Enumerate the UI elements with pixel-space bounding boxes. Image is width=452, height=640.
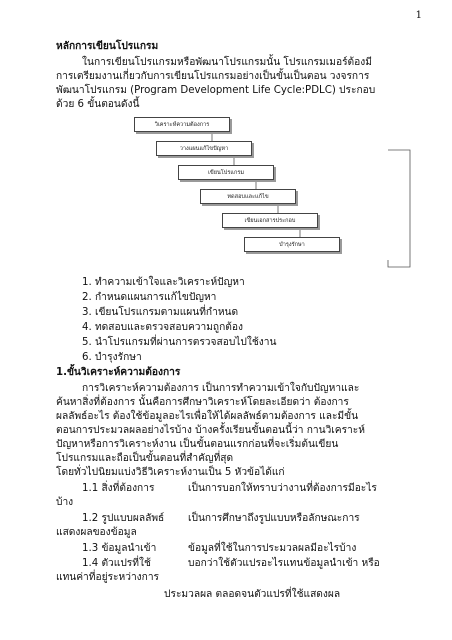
topic-desc: บอกว่าใช้ตัวแปรอะไรแทนข้อมูลนำเข้า หรือ [188, 558, 380, 569]
diagram-box-planning: วางแผนแก้ไขปัญหา [156, 141, 252, 156]
step-item: 3. เขียนโปรแกรมตามแผนที่กำหนด [82, 307, 239, 318]
section-title: 1.ขั้นวิเคราะห์ความต้องการ [56, 367, 181, 378]
topic-desc: เป็นการศึกษาถึงรูปแบบหรือลักษณะการ [188, 513, 360, 524]
topic-desc: ข้อมูลที่ใช้ในการประมวลผลมีอะไรบ้าง [188, 543, 357, 554]
section-line: การวิเคราะห์ความต้องการ เป็นการทำความเข้าใจกับปัญหาและ [82, 383, 360, 394]
topic-label: 1.3 ข้อมูลนำเข้า [82, 543, 157, 554]
page-heading: หลักการเขียนโปรแกรม [56, 41, 159, 52]
connector-return [388, 150, 410, 267]
section-line: ตอนการประมวลผลอย่างไรบ้าง บ้างครั้งเรียนขั้นตอนนี้ว่า กานวิเคราะห์ [56, 425, 365, 436]
section-line: ปัญหาหรือการวิเคราะห์งาน เป็นขั้นตอนแรกก่อนที่จะเริ่มต้นเขียน [56, 439, 339, 450]
topic-desc: เป็นการบอกให้ทราบว่างานที่ต้องการมีอะไร [188, 483, 377, 494]
section-line: โดยทั่วไปนิยมแบ่งวิธีวิเคราะห์งานเป็น 5 หัวข้อได้แก่ [56, 467, 285, 478]
step-item: 4. ทดสอบและตรวจสอบความถูกต้อง [82, 322, 243, 333]
section-line: โปรแกรมและถือเป็นขั้นตอนที่สำคัญที่สุด [56, 453, 234, 464]
topic-label: 1.4 ตัวแปรที่ใช้ [82, 558, 151, 569]
step-item: 2. กำหนดแผนการแก้ไขปัญหา [82, 292, 217, 303]
diagram-box-maintenance: บำรุงรักษา [244, 237, 340, 252]
step-item: 1. ทำความเข้าใจและวิเคราะห์ปัญหา [82, 277, 245, 288]
section-line: ค้นหาสิ่งที่ต้องการ นั้นคือการศึกษาวิเคราะห์โดยละเอียดว่า ต้องการ [56, 397, 349, 408]
diagram-box-testing: ทดสอบและแก้ไข [200, 189, 296, 204]
intro-line: ด้วย 6 ขั้นตอนดังนี้ [56, 99, 140, 110]
section-line: ผลลัพธ์อะไร ต้องใช้ข้อมูลอะไรเพื่อให้ได้ผลลัพธ์ตามต้องการ และมีขั้น [56, 411, 359, 422]
topic-cont: บ้าง [56, 497, 74, 508]
final-line: ประมวลผล ตลอดจนตัวแปรที่ใช้แสดงผล [164, 589, 341, 600]
step-item: 5. นำโปรแกรมที่ผ่านการตรวจสอบไปใช้งาน [82, 337, 277, 348]
diagram-box-coding: เขียนโปรแกรม [178, 165, 274, 180]
diagram-box-analysis: วิเคราะห์ความต้องการ [134, 117, 230, 132]
topic-cont: แทนค่าที่อยู่ระหว่างการ [56, 572, 160, 583]
diagram-box-documentation: เขียนเอกสารประกอบ [222, 213, 318, 228]
intro-line: ในการเขียนโปรแกรมหรือพัฒนาโปรแกรมนั้น โปรแกรมเมอร์ต้องมี [82, 57, 372, 68]
topic-cont: แสดงผลของข้อมูล [56, 527, 137, 538]
page-number: 1 [415, 10, 422, 21]
intro-line: พัฒนาโปรแกรม (Program Development Life Cycle:PDLC) ประกอบ [56, 85, 376, 96]
intro-line: การเตรียมงานเกี่ยวกับการเขียนโปรแกรมอย่างเป็นขั้นเป็นตอน วงจรการ [56, 71, 370, 82]
topic-label: 1.1 สิ่งที่ต้องการ [82, 483, 155, 494]
topic-label: 1.2 รูปแบบผลลัพธ์ [82, 513, 165, 524]
step-item: 6. บำรุงรักษา [82, 352, 142, 363]
